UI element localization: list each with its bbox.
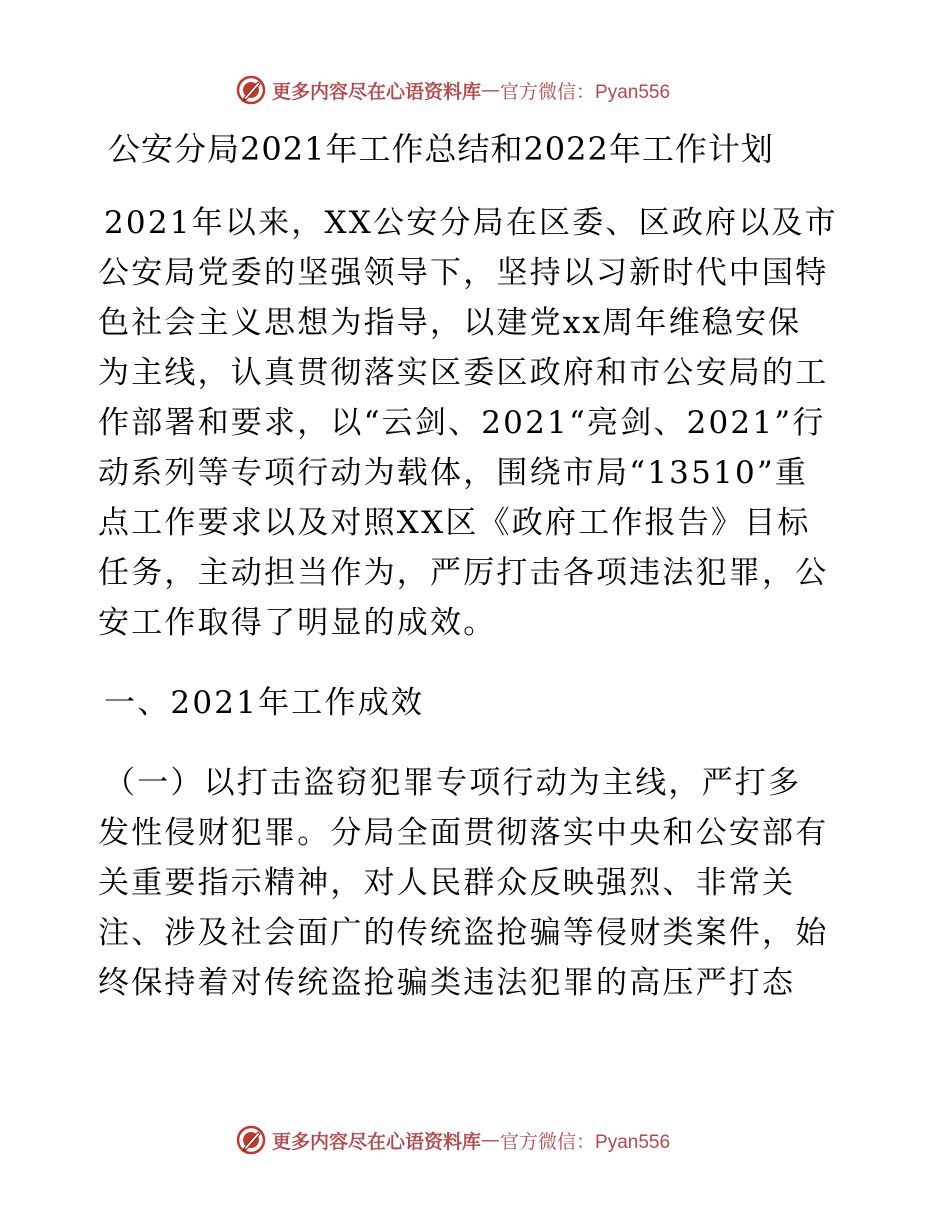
intro-line: 为主线，认真贯彻落实区委区政府和市公安局的工	[98, 355, 829, 391]
intro-line: 作部署和要求，以“云剑、2021“亮剑、2021”行	[98, 405, 826, 441]
document-body	[98, 198, 858, 1008]
intro-line: 2021年以来，XX公安分局在区委、区政府以及市	[104, 205, 838, 241]
intro-line: 公安局党委的坚强领导下，坚持以习新时代中国特	[98, 255, 829, 291]
watermark-contact: 官方微信：Pyan556	[500, 81, 671, 103]
document-title: 公安分局2021年工作总结和2022年工作计划	[108, 130, 774, 168]
section1-line: （一）以打击盗窃犯罪专项行动为主线，严打多	[104, 765, 802, 801]
watermark-text: 更多内容尽在心语资料库	[272, 1130, 482, 1153]
section1-line: 注、涉及社会面广的传统盗抢骗等侵财类案件，始	[98, 915, 829, 951]
section1-line: 终保持着对传统盗抢骗类违法犯罪的高压严打态	[98, 965, 796, 1001]
watermark-contact: 官方微信：Pyan556	[500, 1131, 671, 1153]
intro-line: 任务，主动担当作为，严厉打击各项违法犯罪，公	[98, 555, 829, 591]
intro-line: 色社会主义思想为指导，以建党xx周年维稳安保	[98, 305, 802, 341]
watermark-separator: —	[481, 79, 501, 101]
intro-line: 安工作取得了明显的成效。	[98, 605, 497, 641]
intro-line: 动系列等专项行动为载体，围绕市局“13510”重	[98, 455, 809, 491]
watermark-footer	[236, 1123, 670, 1157]
pen-logo-icon	[236, 1125, 266, 1155]
section1-line: 关重要指示精神，对人民群众反映强烈、非常关	[98, 865, 796, 901]
section1-paragraph	[98, 758, 858, 1008]
section-heading: 一、2021年工作成效	[104, 685, 425, 721]
watermark-header	[236, 73, 670, 107]
pen-logo-icon	[236, 75, 266, 105]
watermark-text: 更多内容尽在心语资料库	[272, 80, 482, 103]
intro-paragraph	[98, 198, 858, 648]
watermark-separator: —	[481, 1129, 501, 1151]
intro-line: 点工作要求以及对照XX区《政府工作报告》目标	[98, 505, 811, 541]
section1-line: 发性侵财犯罪。分局全面贯彻落实中央和公安部有	[98, 815, 829, 851]
